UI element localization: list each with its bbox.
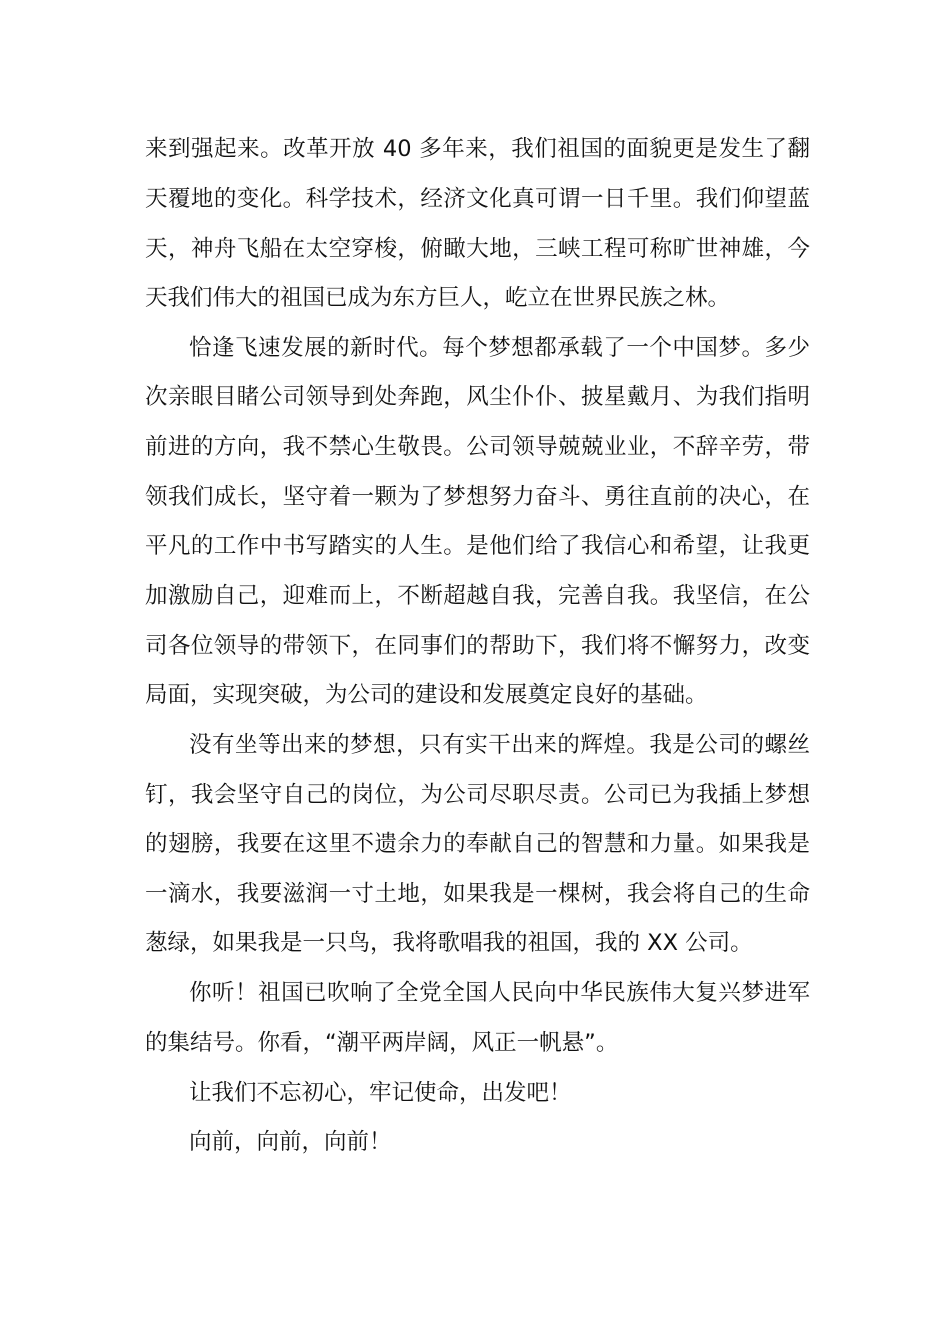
- text-line: 天我们伟大的祖国已成为东方巨人，屹立在世界民族之林。: [145, 285, 731, 311]
- text-line: 司各位领导的带领下，在同事们的帮助下，我们将不懈努力，改变: [145, 633, 810, 659]
- text-line: 前进的方向，我不禁心生敬畏。公司领导兢兢业业，不辞辛劳，带: [145, 434, 810, 460]
- text-line: 加激励自己，迎难而上，不断超越自我，完善自我。我坚信，在公: [145, 583, 810, 609]
- paragraph-first-line: 让我们不忘初心，牢记使命，出发吧！: [189, 1080, 572, 1106]
- paragraph-first-line: 恰逢飞速发展的新时代。每个梦想都承载了一个中国梦。多少: [189, 335, 810, 361]
- paragraph-first-line: 没有坐等出来的梦想，只有实干出来的辉煌。我是公司的螺丝: [189, 732, 810, 758]
- text-line: 钉，我会坚守自己的岗位，为公司尽职尽责。公司已为我插上梦想: [145, 782, 810, 808]
- paragraph-first-line: 向前，向前，向前！: [189, 1129, 392, 1155]
- text-line: 次亲眼目睹公司领导到处奔跑，风尘仆仆、披星戴月、为我们指明: [145, 384, 810, 410]
- text-line: 的集结号。你看，“潮平两岸阔，风正一帆悬”。: [145, 1030, 619, 1056]
- text-line: 葱绿，如果我是一只鸟，我将歌唱我的祖国，我的 XX 公司。: [145, 930, 753, 956]
- text-line: 局面，实现突破，为公司的建设和发展奠定良好的基础。: [145, 682, 708, 708]
- text-line: 平凡的工作中书写踏实的人生。是他们给了我信心和希望，让我更: [145, 533, 810, 559]
- paragraph-first-line: 你听！祖国已吹响了全党全国人民向中华民族伟大复兴梦进军: [189, 980, 810, 1006]
- text-line: 天，神舟飞船在太空穿梭，俯瞰大地，三峡工程可称旷世神雄，今: [145, 236, 810, 262]
- text-line: 一滴水，我要滋润一寸土地，如果我是一棵树，我会将自己的生命: [145, 881, 810, 907]
- text-line: 的翅膀，我要在这里不遗余力的奉献自己的智慧和力量。如果我是: [145, 831, 810, 857]
- text-line: 领我们成长，坚守着一颗为了梦想努力奋斗、勇往直前的决心，在: [145, 484, 810, 510]
- text-line: 来到强起来。改革开放 40 多年来，我们祖国的面貌更是发生了翻: [145, 136, 810, 162]
- text-line: 天覆地的变化。科学技术，经济文化真可谓一日千里。我们仰望蓝: [145, 186, 810, 212]
